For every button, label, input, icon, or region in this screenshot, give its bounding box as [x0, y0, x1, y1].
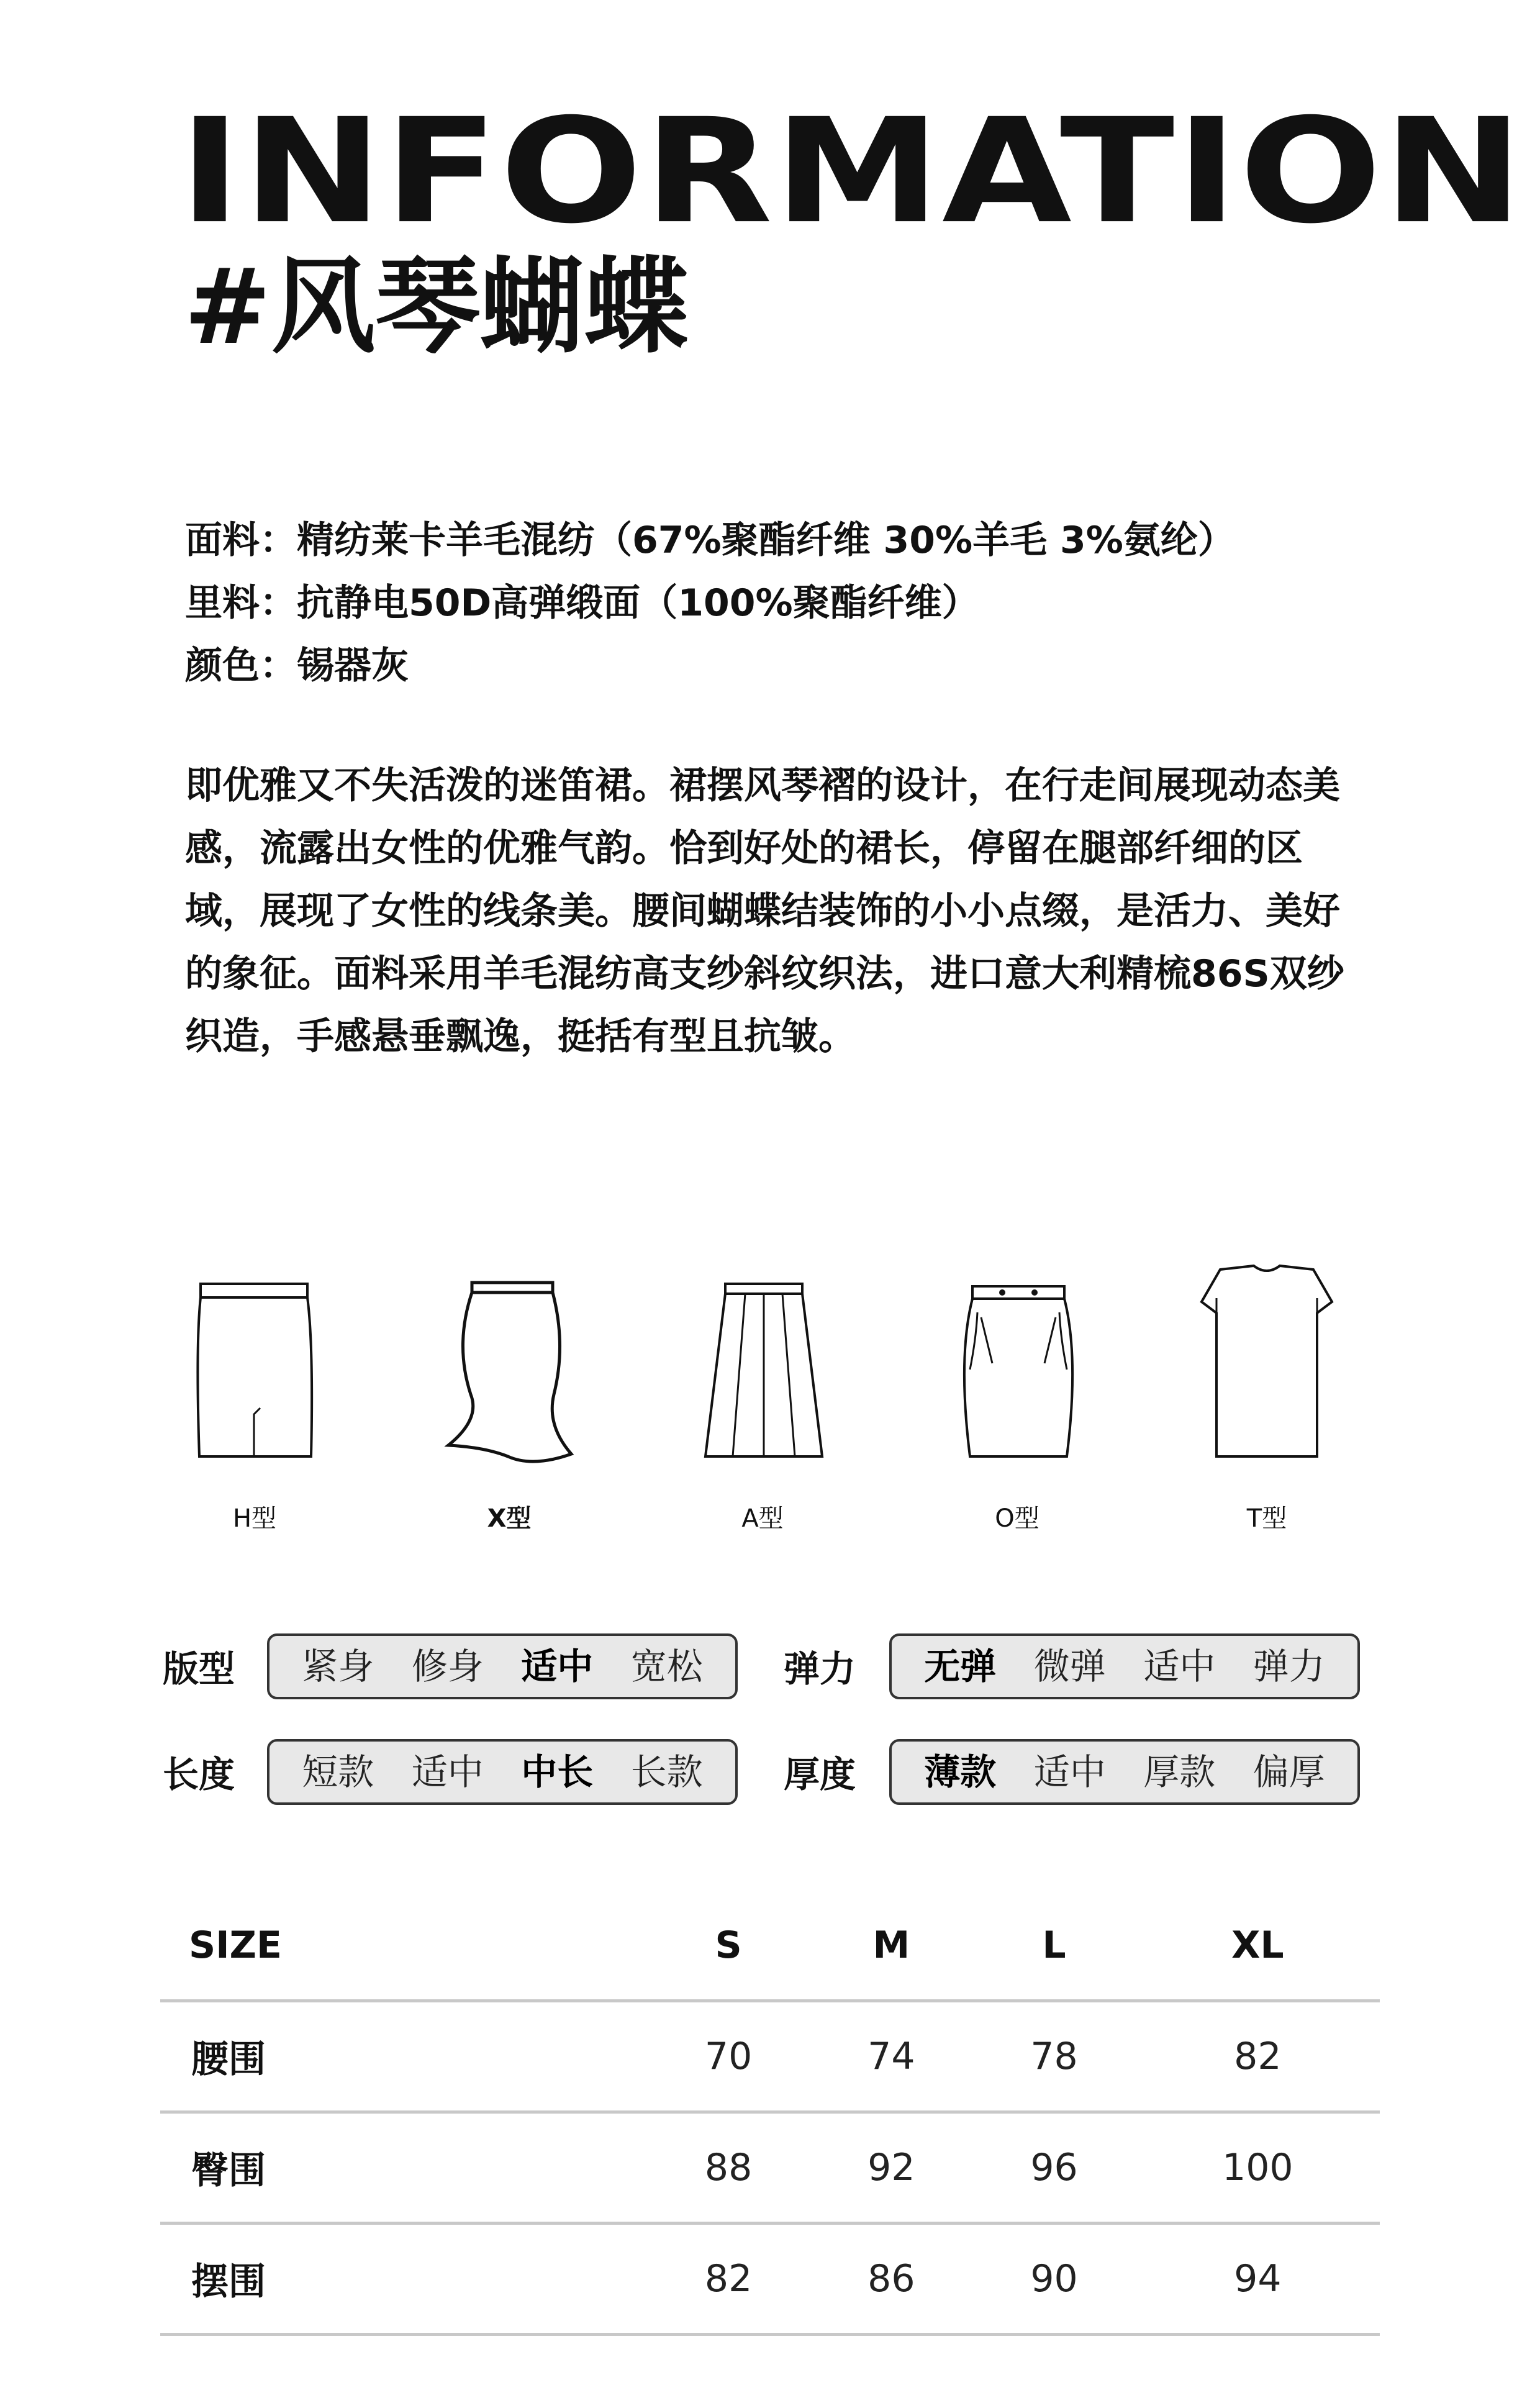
- shape-label: A型: [741, 1504, 784, 1533]
- length-option[interactable]: 中长: [521, 1751, 594, 1793]
- mermaid-skirt-icon: [441, 1270, 578, 1469]
- elasticity-option[interactable]: 弹力: [1252, 1645, 1325, 1688]
- a-skirt-icon: [694, 1270, 831, 1469]
- length-option[interactable]: 适中: [411, 1751, 484, 1793]
- elasticity-label: 弹力: [784, 1648, 856, 1690]
- shape-t: [1186, 1255, 1348, 1534]
- size-header-row: [160, 1891, 1380, 2001]
- thickness-option[interactable]: 薄款: [924, 1751, 997, 1793]
- fit-label: 版型: [163, 1648, 235, 1690]
- fit-option[interactable]: 适中: [521, 1645, 594, 1688]
- table-row: [160, 2112, 1380, 2224]
- elasticity-option[interactable]: 无弹: [924, 1645, 997, 1688]
- table-cell: 88: [647, 2112, 810, 2224]
- table-cell: 82: [1136, 2001, 1380, 2112]
- row-label: 摆围: [160, 2224, 647, 2335]
- shape-label: O型: [995, 1504, 1040, 1533]
- table-row: [160, 2224, 1380, 2335]
- h-skirt-icon: [189, 1270, 320, 1469]
- thickness-option[interactable]: 厚款: [1143, 1751, 1216, 1793]
- shape-o: [936, 1270, 1098, 1534]
- size-header: L: [972, 1891, 1135, 2001]
- shape-x: [428, 1270, 590, 1534]
- row-label: 腰围: [160, 2001, 647, 2112]
- fit-option[interactable]: 宽松: [630, 1645, 703, 1688]
- table-cell: 70: [647, 2001, 810, 2112]
- length-label: 长度: [163, 1753, 235, 1796]
- table-cell: 74: [810, 2001, 972, 2112]
- length-selector[interactable]: [267, 1739, 738, 1805]
- thickness-option[interactable]: 适中: [1033, 1751, 1106, 1793]
- shape-h: [174, 1270, 335, 1534]
- table-cell: 78: [972, 2001, 1135, 2112]
- product-description: 即优雅又不失活泼的迷笛裙。裙摆风琴褶的设计，在行走间展现动态美感，流露出女性的优雅气韵。恰到好处的裙长，停留在腿部纤细的区域，展现了女性的线条美。腰间蝴蝶结装饰的小小点缀，是活力、美好的象征。面料采用羊毛混纺高支纱斜纹织法，进口意大利精梳86S双纱织造，手感悬垂飘逸，挺括有型且抗皱。: [185, 764, 1344, 1058]
- shape-a: [682, 1270, 843, 1534]
- table-cell: 96: [972, 2112, 1135, 2224]
- table-cell: 100: [1136, 2112, 1380, 2224]
- size-header: S: [647, 1891, 810, 2001]
- size-header: M: [810, 1891, 972, 2001]
- elasticity-option[interactable]: 微弹: [1033, 1645, 1106, 1688]
- table-cell: 92: [810, 2112, 972, 2224]
- material-specs: [185, 509, 1235, 697]
- row-label: 臀围: [160, 2112, 647, 2224]
- thickness-label: 厚度: [784, 1753, 856, 1796]
- elasticity-option[interactable]: 适中: [1143, 1645, 1216, 1688]
- fit-option[interactable]: 修身: [411, 1645, 484, 1688]
- table-cell: 86: [810, 2224, 972, 2335]
- o-skirt-icon: [949, 1270, 1085, 1469]
- shape-label: T型: [1246, 1504, 1287, 1533]
- product-name: #风琴蝴蝶: [184, 246, 689, 368]
- fit-selector[interactable]: [267, 1633, 738, 1699]
- length-option[interactable]: 长款: [630, 1751, 703, 1793]
- elasticity-selector[interactable]: [889, 1633, 1360, 1699]
- table-cell: 94: [1136, 2224, 1380, 2335]
- fabric-line: 面料：精纺莱卡羊毛混纺（67%聚酯纤维 30%羊毛 3%氨纶）: [185, 519, 1235, 562]
- fit-option[interactable]: 紧身: [302, 1645, 374, 1688]
- thickness-selector[interactable]: [889, 1739, 1360, 1805]
- table-cell: 90: [972, 2224, 1135, 2335]
- table-row: [160, 2001, 1380, 2112]
- size-header: SIZE: [160, 1891, 647, 2001]
- shape-label: H型: [232, 1504, 277, 1533]
- color-line: 颜色：锡器灰: [185, 644, 409, 688]
- length-option[interactable]: 短款: [302, 1751, 374, 1793]
- page-title: INFORMATION: [179, 87, 1525, 256]
- t-dress-icon: [1195, 1255, 1338, 1469]
- size-header: XL: [1136, 1891, 1380, 2001]
- shape-label: X型: [487, 1504, 532, 1533]
- size-table: [160, 1891, 1380, 2336]
- table-cell: 82: [647, 2224, 810, 2335]
- lining-line: 里料：抗静电50D高弹缎面（100%聚酯纤维）: [185, 581, 979, 625]
- thickness-option[interactable]: 偏厚: [1252, 1751, 1325, 1793]
